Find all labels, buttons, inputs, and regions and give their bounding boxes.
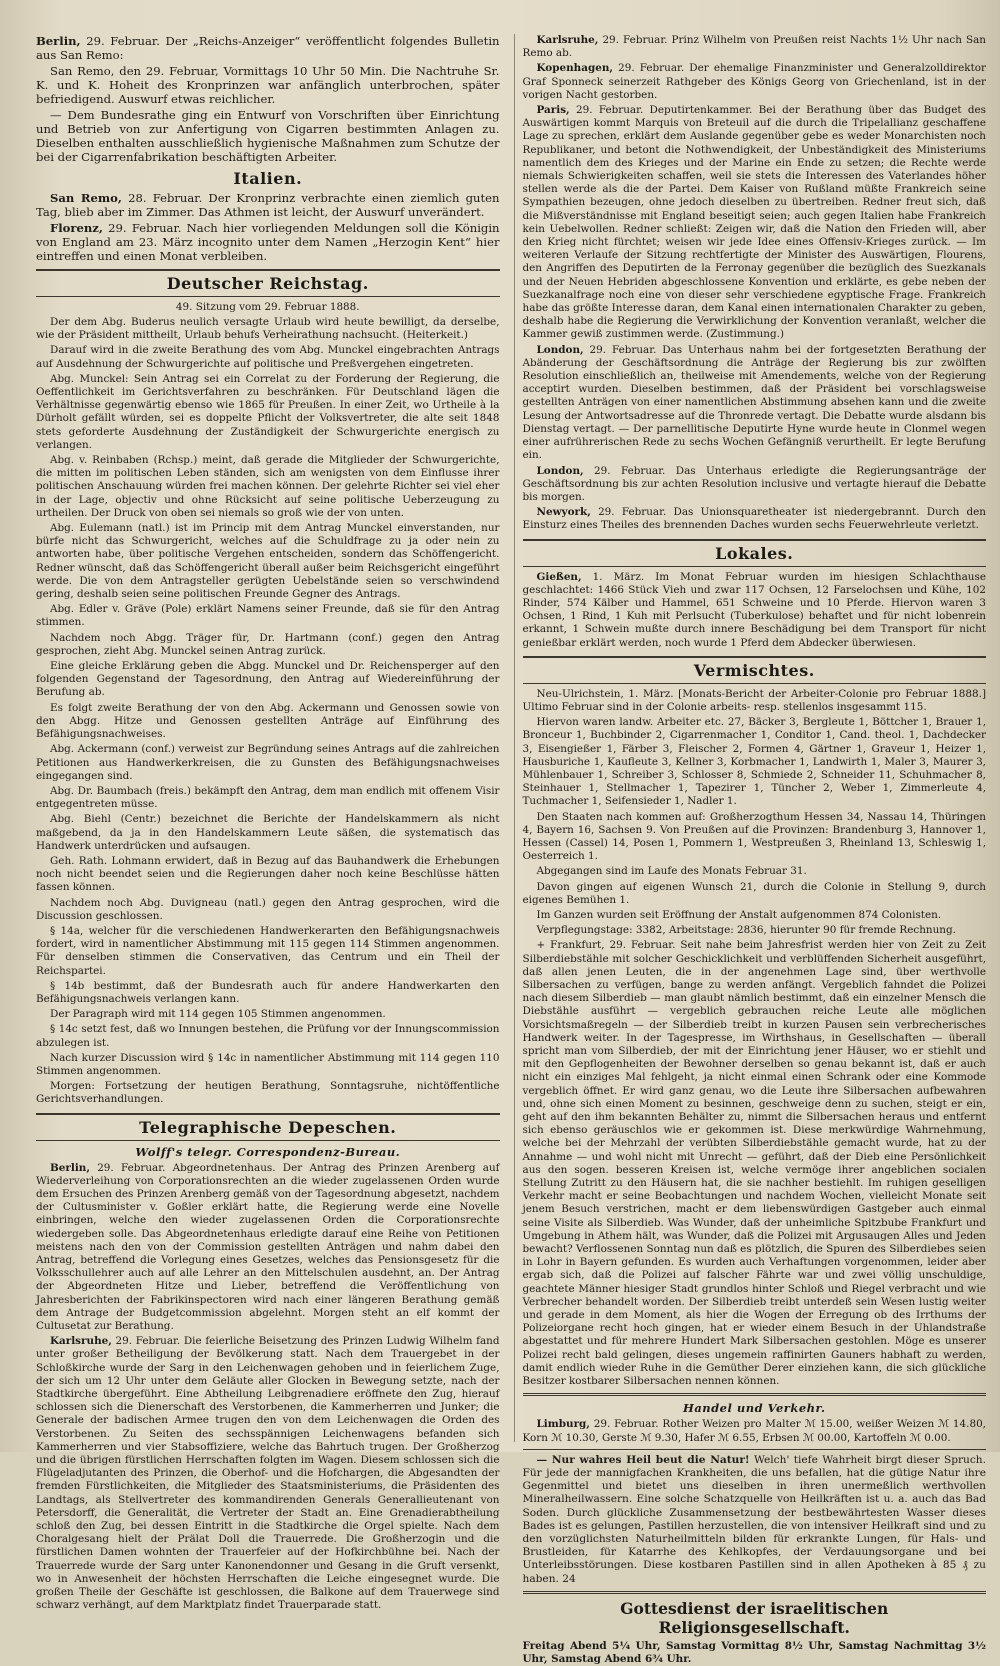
dateline: Florenz, <box>50 221 103 235</box>
article-text: 29. Februar. Das Unterhaus nahm bei der fortgesetzten Berathung der Abänderung der Geschäftsordnung die Anträge der Regierung bis zur zwölften Resolution einschließlich an, theilweise mit Amendements, welche von der Regierung acceptirt wurden. Dieselben bestimmen, daß der Präsident bei vorschlagsweise gestellten Anträgen von einer namentlichen Abstimmung absehen kann und die zweite Lesung der Antwortsadresse auf die Thronrede vertagt. Die Debatte wurde alsdann bis Dienstag vertagt. — Der parnellitische Deputirte Hyne wurde heute in Clonmel wegen einer aufrührerischen Rede zu sechs Wochen Gefängniß verurtheilt. Er legte Berufung ein. <box>522 343 986 462</box>
divider <box>523 1393 987 1396</box>
reichstag-paragraph: § 14c setzt fest, daß wo Innungen bestehen, die Prüfung vor der Innungscommission abzulegen ist. <box>36 1023 500 1049</box>
section-lokales: Lokales. <box>523 539 987 567</box>
article-text: 29. Februar. Abgeordnetenhaus. Der Antrag des Prinzen Arenberg auf Wiederverleihung von Corporationsrechten an die wieder zugelassenen Orden wurde dem Ersuchen des Prinzen Arenberg gemäß von der Tagesordnung abgesetzt, nachdem der Cultusminister v. Goßler erklärt hatte, die Regierung werde eine Novelle einbringen, welche den wieder zugelassenen Orden die Corporationsrechte wiedergeben solle. Das Abgeordnetenhaus erledigte darauf eine Reihe von Petitionen meistens nach den von der Commission gestellten Anträgen und nahm dabei den Antrag, betreffend die Vorlegung eines Gesetzes, welches das Pensionsgesetz für die Volksschullehrer auch auf alle Lehrer an den Mittelschulen ausdehnt, an. Der Antrag der Abgeordneten Hitze und Lieber, betreffend die Veröffentlichung von Jahresberichten der Fabrikinspectoren wird nach einer längeren Berathung gemäß dem Antrage der Budgetcommission abgelehnt. Morgen steht an elf kommt der Cultusetat zur Berathung. <box>36 1161 500 1333</box>
article-text: 29. Februar. Deputirtenkammer. Bei der Berathung über das Budget des Auswärtigen kommt Marquis von Breteuil auf die durch die Tripelallianz geschaffene Lage zu sprechen, erklärt dem Auslande gegenüber gebe es weder Monarchisten noch Republikaner, und betont die Nothwendigkeit, der Unbeständigkeit des Ministeriums namentlich dem des Krieges und der Marine ein Ende zu setzen; die Rechte werde niemals Schwierigkeiten schaffen, weil sie stets die Interessen des Vaterlandes höher stellen werde als die der Partei. Dem Kaiser von Rußland müßte Frankreich seine Sympathien bezeugen, ohne jedoch dieselben zu übertreiben. Redner freut sich, daß die Mißverständnisse mit England beseitigt seien; auch gegen Italien habe Frankreich kein Uebelwollen. Redner schließt: Zeigen wir, daß die Nation den Frieden will, aber den Krieg nicht fürchtet; weisen wir jede Idee eines Offensiv-Krieges zurück. — Im weiteren Verlaufe der Sitzung rechtfertigte der Minister des Auswärtigen, Flourens, den Angriffen des Deputirten de la Ferronay gegenüber die bezüglich des Suezkanals und der Neuen Hebriden abgeschlossene Konvention und erklärte, es gebe neben der Suezkanalfrage noch eine von dieser sehr verschiedene egyptische Frage. Frankreich habe das größte Interesse daran, dem Kanal einen internationalen Charakter zu geben, deshalb habe die Regierung die Verwirklichung der Konvention veranlaßt, welcher die Kammer gewiß zustimmen werde. (Zustimmung.) <box>522 104 987 341</box>
advertisement <box>523 1454 987 1586</box>
article-text: 28. Februar. Der Kronprinz verbrachte einen ziemlich guten Tag, blieb aber im Zimmer. Das Athmen ist leicht, der Auswurf unverändert. <box>36 191 500 219</box>
article-florenz <box>36 221 500 263</box>
vermischtes-paragraph: Abgegangen sind im Laufe des Monats Februar 31. <box>536 865 807 878</box>
reichstag-paragraph: § 14b bestimmt, daß der Bundesrath auch für andere Handwerkarten den Befähigungsnachweis verlangen kann. <box>36 979 500 1005</box>
vermischtes-paragraph: Hiervon waren landw. Arbeiter etc. 27, Bäcker 3, Bergleute 1, Böttcher 1, Brauer 1, Bronceur 1, Buchbinder 2, Cigarrenmacher 1, Conditor 1, Cand. theol. 1, Dachdecker 3, Eisengießer 1, Färber 3, Fleischer 2, Formen 4, Gärtner 1, Graveur 1, Heizer 1, Hausburiche 1, Kaufleute 3, Kellner 3, Korbmacher 1, Landwirth 1, Maler 3, Maurer 3, Mühlenbauer 1, Schreiber 3, Schlosser 8, Schmiede 2, Schneider 11, Schuhmacher 8, Steinhauer 1, Stellmacher 1, Tapezirer 1, Tüncher 2, Weber 1, Zimmerleute 4, Tuchmacher 1, Seifensieder 1, Nadler 1. <box>522 716 986 808</box>
dateline: Karlsruhe, <box>536 34 599 46</box>
reichstag-paragraph: Abg. Edler v. Gräve (Pole) erklärt Namens seiner Freunde, daß sie für den Antrag stimmen. <box>36 603 500 629</box>
article-karlsruhe-beisetzung <box>36 1335 500 1612</box>
reichstag-paragraph: Der Paragraph wird mit 114 gegen 105 Stimmen angenommen. <box>50 1008 386 1021</box>
divider <box>523 1591 987 1594</box>
reichstag-paragraph: Eine gleiche Erklärung geben die Abgg. Munckel und Dr. Reichensperger auf den folgenden Gegenstand der Tagesordnung, den Antrag auf Wiedereinführung der Berufung ab. <box>36 660 500 699</box>
article-sanremo <box>36 191 500 219</box>
ad-headline: — Nur wahres Heil beut die Natur! <box>536 1453 750 1466</box>
article-giessen <box>523 571 987 650</box>
article-limburg <box>523 1418 987 1444</box>
reichstag-paragraph: Morgen: Fortsetzung der heutigen Berathung, Sonntagsruhe, nichtöffentliche Gerichtsverhandlungen. <box>36 1080 500 1106</box>
article-text: 29. Februar. Das Unionsquaretheater ist niedergebrannt. Durch den Einsturz eines Theiles des brennenden Daches wurden sechs Feuerwehrleute verletzt. <box>522 506 986 532</box>
article-text: 29. Februar. Der ehemalige Finanzminister und Generalzolldirektor Graf Sponneck seinerzeit Rathgeber des Königs Georg von Griechenland, ist in der vorigen Nacht gestorben. <box>522 62 986 101</box>
bundesrath-text: — Dem Bundesrathe ging ein Entwurf von Vorschriften über Einrichtung und Betrieb von zur Anfertigung von Cigarren bestimmten Anlagen zu. Dieselben enthalten ausschließlich hygienische Maßnahmen zum Schutze der bei der Cigarrenfabrikation beschäftigten Arbeiter. <box>36 108 500 164</box>
article-text: 29. Februar. Prinz Wilhelm von Preußen reist Nachts 1½ Uhr nach San Remo ab. <box>522 34 986 60</box>
section-handel: Handel und Verkehr. <box>682 1401 826 1416</box>
divider <box>523 1449 987 1450</box>
left-column <box>36 34 500 1612</box>
vermischtes-paragraph: Im Ganzen wurden seit Eröffnung der Anstalt aufgenommen 874 Colonisten. <box>536 908 942 921</box>
dateline: Paris, <box>536 104 570 117</box>
section-italien: Italien. <box>233 169 303 188</box>
reichstag-paragraph: Darauf wird in die zweite Berathung des vom Abg. Munckel eingebrachten Antrags auf Ausdehnung der Schwurgerichte auf politische und Preßvergehen eingetreten. <box>36 344 500 370</box>
vermischtes-paragraph: Verpflegungstage: 3382, Arbeitstage: 2836, hierunter 90 für fremde Rechnung. <box>536 924 956 937</box>
dateline: Kopenhagen, <box>536 62 613 75</box>
sitting-line: 49. Sitzung vom 29. Februar 1888. <box>175 301 360 313</box>
reichstag-paragraph: Nachdem noch Abg. Duvigneau (natl.) gegen den Antrag gesprochen, wird die Discussion geschlossen. <box>36 896 500 922</box>
article-text: 29. Februar. Die feierliche Beisetzung des Prinzen Ludwig Wilhelm fand unter großer Betheiligung der Bevölkerung statt. Nach dem Trauergebet in der Schloßkirche wurde der Sarg in den Leichenwagen gehoben und in feierlichem Zuge, der sich um 12 Uhr unter dem Geläute aller Glocken in Bewegung setzte, nach der Stadtkirche übergeführt. Eine Abtheilung Leibgrenadiere eröffnete den Zug, hierauf schlossen sich die Dienerschaft des Verstorbenen, die Kammerherren und Junker; die Generale der badischen Armee trugen den von dem Leichenwagen die Orden des Verstorbenen. Zu Seiten des sechsspännigen Leichenwagens befanden sich Kammerherren und vier Stabsoffiziere, welche das Bahrtuch trugen. Der Großherzog und die übrigen fürstlichen Herrschaften folgten im Wagen. Diesem schlossen sich die Flügeladjutanten des Prinzen, die Oberhof- und die Hofchargen, die Abgesandten der fremden Fürstlichkeiten, die Mitglieder des Staatsministeriums, die Präsidenten des Landtags, als Stellvertreter des kommandirenden Generals Generallieutenant von Petersdorff, die Generalität, die Vertreter der Stadt an. Eine Grenadierabtheilung schloß den Zug, bei dessen Eintritt in die Stadtkirche die Orgel spielte. Nach dem Choralgesang hielt der Prälat Doll die Trauerrede. Die Großherzogin und die fürstlichen Damen wohnten der Trauerfeier auf der Hofkirchbühne bei. Nach der Trauerrede wurde der Sarg unter Kanonendonner und Gesang in die Gruft versenkt, wo in Anwesenheit der höchsten Herrschaften die Leiche eingesegnet wurde. Die großen Theile der Geschäfte ist geschlossen, die Balkone auf dem Trauerwege sind schwarz verhängt, auf dem Marktplatz findet Trauerparade statt. <box>36 1335 500 1612</box>
reichstag-paragraph: Der dem Abg. Buderus neulich versagte Urlaub wird heute bewilligt, da derselbe, wie der Präsident mittheilt, Urlaub behufs Verheirathung nachsucht. (Heiterkeit.) <box>36 316 500 342</box>
article-text: 1. März. Im Monat Februar wurden im hiesigen Schlachthause geschlachtet: 1466 Stück Vieh und zwar 117 Ochsen, 12 Farselochsen und Kühe, 102 Rinder, 574 Kälber und Hammel, 651 Schweine und 10 Pferde. Hiervon waren 3 Ochsen, 1 Rind, 1 Kuh mit Perlsucht (Tuberkulose) behaftet und für nicht lobenrein erkannt, 1 Schwein mußte durch innere Beschädigung bei dem Transport für nicht genießbar erklärt werden, noch wurde 1 Pferd dem Abdecker überwiesen. <box>522 570 986 649</box>
section-gottesdienst: Gottesdienst der israelitischen Religionsgesellschaft. <box>620 1598 889 1637</box>
reichstag-paragraph: Abg. Ackermann (conf.) verweist zur Begründung seines Antrags auf die zahlreichen Petitionen aus Handwerkerkreisen, die zu Gunsten des Befähigungsnachweises eingegangen sind. <box>36 743 500 782</box>
section-depeschen: Telegraphische Depeschen. <box>36 1113 500 1141</box>
article-text: 29. Februar. Nach hier vorliegenden Meldungen soll die Königin von England am 23. März incognito unter dem Namen „Herzogin Kent“ hier eintreffen und einen Monat verbleiben. <box>36 221 500 263</box>
vermischtes-report <box>523 688 987 1389</box>
article-kopenhagen <box>523 62 987 102</box>
article-text: 29. Februar. Der „Reichs-Anzeiger“ veröffentlicht folgendes Bulletin aus San Remo: <box>36 34 500 62</box>
dateline: London, <box>536 464 584 477</box>
dateline: Limburg, <box>536 1418 590 1431</box>
article-text: 29. Februar. Das Unterhaus erledigte die Regierungsanträge der Geschäftsordnung bis zur achten Resolution inclusive und vertagte hierauf die Debatte bis morgen. <box>522 464 986 503</box>
reichstag-paragraph: Geh. Rath. Lohmann erwidert, daß in Bezug auf das Bauhandwerk die Erhebungen noch nicht beendet seien und die Regierungen daher noch keine Beschlüsse hätten fassen können. <box>36 854 500 894</box>
dateline: London, <box>536 343 584 356</box>
reichstag-report <box>36 316 500 1107</box>
vermischtes-paragraph: + Frankfurt, 29. Februar. Seit nahe beim Jahresfrist werden hier von Zeit zu Zeit Silberdiebstähle mit solcher Geschicklichkeit und verblüffenden Sicherheit ausgeführt, daß allen jenen Leuten, die in der angenehmen Lage sind, über werthvolle Silbersachen zu verfügen, bange zu werden anfängt. Vergeblich fahndet die Polizei nach diesem Silberdieb — man glaubt nämlich bestimmt, daß ein einzelner Mensch die Diebstähle ausführt — vergeblich gebrauchen reiche Leute alle möglichen Vorsichtsmaßregeln — der Silberdieb treibt in kurzen Pausen sein verbrecherisches Handwerk weiter. In der Tagespresse, im Wirthshaus, in Gesellschaften — überall spricht man vom Silberdieb, der mit der Einrichtung jener Häuser, wo er stiehlt und mit den Gepflogenheiten der Bewohner derselben so genau bekannt ist, daß er auch nicht ein einziges Mal fehlgeht, ja nicht einmal einen Schrank oder eine Kommode vergeblich öffnet. Er wird ganz genau, wo die Leute ihre Silbersachen aufbewahren und, ohne sich einen Moment zu besinnen, geschweige denn zu suchen, steigt er ein, geht auf den ihm bekannten Behälter zu, nimmt die Silbersachen heraus und entfernt sich ebenso geräuschlos wie er gekommen ist. Diese merkwürdige Wahrnehmung, welche bei der Mehrzahl der verübten Silberdiebstähle gemacht wurde, hat zu der Annahme — und wohl nicht mit Unrecht — geführt, daß der Dieb eine Persönlichkeit aus den sogen. besseren Kreisen ist, welche vermöge ihrer angeblichen socialen Stellung Zutritt zu den Häusern hat, die sie nachher bestiehlt. Im ruhigen geselligen Verkehr macht er seine Beobachtungen und nachdem Wochen, vielleicht Monate seit jenem Besuch verstrichen, macht er dem liebenswürdigen Gastgeber auch einmal seine Visite als Silberdieb. Was Wunder, daß der unheimliche Spitzbube Frankfurt und Umgebung in Athem hält, was Wunder, daß die Polizei mit Argusaugen Alles und Jeden bewacht? Verflossenen Sonntag nun daß es plötzlich, die Spuren des Silberdiebes seien in Lohr in Bayern gefunden. Es wurden auch Verhaftungen vorgenommen, leider aber ergab sich, daß die Polizei auf falscher Fährte war und zwei völlig unschuldige, geachtete Männer hiesiger Stadt grundlos hinter Schloß und Riegel verbracht und wie Verbrecher behandelt worden. Der Silberdieb treibt unterdeß sein Wesen lustig weiter und gerade in dem Moment, als hier die Wogen der Erregung ob des Irrthums der Polizeiorgane recht hoch gingen, hat er wieder einem Besuch in der Uhlandstraße abgestattet und für mehrere Hundert Mark Silbersachen gestohlen. Möge es unserer Polizei recht bald gelingen, dieses ungemein raffinirten Gauners habhaft zu werden, damit endlich wieder Ruhe in die Gemüther Derer einziehen kann, die sich glückliche Besitzer kostbarer Silbersachen nennen können. <box>522 939 986 1388</box>
article-karlsruhe-prinz <box>523 34 987 60</box>
reichstag-paragraph: Nachdem noch Abgg. Träger für, Dr. Hartmann (conf.) gegen den Antrag gesprochen, zieht Abg. Munckel seinen Antrag zurück. <box>36 631 500 657</box>
right-column <box>514 34 987 1665</box>
article-paris <box>523 104 987 342</box>
article-berlin-reichsanzeiger <box>36 34 500 62</box>
reichstag-paragraph: Abg. v. Reinbaben (Rchsp.) meint, daß gerade die Mitglieder der Schwurgerichte, die mitten im politischen Leben ständen, sich am wenigsten von dem Einflusse ihrer politischen Anschauung würden frei machen können. Der gelehrte Richter sei viel eher in der Lage, objectiv und ohne Rücksicht auf seine politische Ueberzeugung zu urtheilen. Der Druck von oben sei niemals so groß wie der von unten. <box>36 454 500 519</box>
section-vermischtes: Vermischtes. <box>523 656 987 684</box>
article-berlin-abgeordnetenhaus <box>36 1162 500 1334</box>
gottesdienst-times: Freitag Abend 5¼ Uhr, Samstag Vormittag 8½ Uhr, Samstag Nachmittag 3½ Uhr, Samstag Abend 6¾ Uhr. <box>522 1639 986 1665</box>
article-london-2 <box>523 465 987 505</box>
dateline: Berlin, <box>36 34 81 48</box>
dateline: Berlin, <box>50 1161 90 1174</box>
bureau-subtitle: Wolff's telegr. Correspondenz-Bureau. <box>135 1144 401 1159</box>
section-reichstag: Deutscher Reichstag. <box>36 269 500 297</box>
reichstag-paragraph: Es folgt zweite Berathung der von den Abg. Ackermann und Genossen sowie von den Abgg. Hitze und Genossen gestellten Anträge auf Einführung des Befähigungsnachweises. <box>36 701 500 741</box>
article-london-1 <box>523 344 987 463</box>
ad-text: Welch' tiefe Wahrheit birgt dieser Spruch. Für jede der mannigfachen Krankheiten, die uns befallen, hat die gütige Natur ihre Gegenmittel und bietet uns dieselben in ihren unermeßlich werthvollen Mineralheilwassern. Eine solche Schatzquelle von Heilkräften ist u. a. auch das Bad Soden. Durch glückliche Zusammensetzung der bestbewährtesten Wasser dieses Bades ist es gelungen, Pastillen herzustellen, die von intensiver Heilkraft sind und zu den vorzüglichsten Naturheilmitteln bilden für erkrankte Lungen, für Hals- und Brustleiden, für Katarrhe des Kehlkopfes, der Verdauungsorgane und bei Unterleibsstörungen. Diese kostbaren Pastillen sind in allen Apotheken à 85 ₰ zu haben. <box>522 1453 986 1585</box>
reichstag-paragraph: Abg. Dr. Baumbach (freis.) bekämpft den Antrag, dem man endlich mit offenem Visir entgegentreten müsse. <box>36 784 500 811</box>
dateline: Newyork, <box>536 506 591 519</box>
dateline: Karlsruhe, <box>50 1335 112 1348</box>
reichstag-paragraph: Abg. Eulemann (natl.) ist im Princip mit dem Antrag Munckel einverstanden, nur bürfe nicht das Schwurgericht, welches auf die Schuldfrage zu ja oder nein zu antworten habe, über politische Vergehen entscheiden, sondern das Schöffengericht. Redner wünscht, daß das Schöffengericht überall außer beim Reichsgericht eingeführt werde. Die von dem Antragsteller gerügten Uebelstände seien so verschwindend gering, deshalb seien seine politischen Freunde Gegner des Antrags. <box>36 522 500 601</box>
vermischtes-paragraph: Davon gingen auf eigenen Wunsch 21, durch die Colonie in Stellung 9, durch eigenes Bemühen 1. <box>522 880 986 906</box>
reichstag-paragraph: § 14a, welcher für die verschiedenen Handwerkerarten den Befähigungsnachweis fordert, wird in namentlicher Abstimmung mit 115 gegen 114 Stimmen angenommen. Für denselben stimmen die Conservativen, das Centrum und ein Theil der Reichspartei. <box>36 924 500 977</box>
dateline: Gießen, <box>536 570 582 583</box>
article-newyork <box>523 506 987 532</box>
reichstag-paragraph: Nach kurzer Discussion wird § 14c in namentlicher Abstimmung mit 114 gegen 110 Stimmen angenommen. <box>36 1051 500 1077</box>
dateline: San Remo, <box>50 191 122 205</box>
ad-number: 24 <box>562 1572 576 1585</box>
vermischtes-paragraph: Neu-Ulrichstein, 1. März. [Monats-Bericht der Arbeiter-Colonie pro Februar 1888.] Ultimo Februar sind in der Colonie arbeits- resp. stellenlos insgesammt 115. <box>522 687 986 713</box>
vermischtes-paragraph: Den Staaten nach kommen auf: Großherzogthum Hessen 34, Nassau 14, Thüringen 4, Bayern 16, Sachsen 9. Von Preußen auf die Provinzen: Brandenburg 3, Hannover 1, Hessen (Cassel) 14, Posen 1, Pommern 1, Westpreußen 3, Rheinland 13, Schleswig 1, Oesterreich 1. <box>522 810 986 863</box>
reichstag-paragraph: Abg. Munckel: Sein Antrag sei ein Correlat zu der Forderung der Regierung, die Oeffentlichkeit im Gerichtsverfahren zu beschränken. Für Deutschland lägen die Verhältnisse gegenwärtig ebenso wie 1865 für Preußen. In einer Zeit, wo Urtheile à la Dürholt gefällt würden, sei es doppelte Pflicht der Volksvertreter, die alte seit 1848 stets geforderte Ausdehnung der Zuständigkeit der Schwurgerichte energisch zu verlangen. <box>36 372 500 451</box>
article-text: 29. Februar. Rother Weizen pro Malter ℳ 15.00, weißer Weizen ℳ 14.80, Korn ℳ 10.30, Gerste ℳ 9.30, Hafer ℳ 6.55, Erbsen ℳ 00.00, Kartoffeln ℳ 0.00. <box>522 1418 986 1444</box>
bulletin-text: San Remo, den 29. Februar, Vormittags 10 Uhr 50 Min. Die Nachtruhe Sr. K. und K. Hoheit des Kronprinzen war anfänglich unterbrochen, später befriedigend. Auswurf etwas reichlicher. <box>36 64 500 106</box>
reichstag-paragraph: Abg. Biehl (Centr.) bezeichnet die Berichte der Handelskammern als nicht maßgebend, da ja in den Handelskammern Leute säßen, die systematisch das Handwerk unterdrücken und aufsaugen. <box>36 813 500 852</box>
